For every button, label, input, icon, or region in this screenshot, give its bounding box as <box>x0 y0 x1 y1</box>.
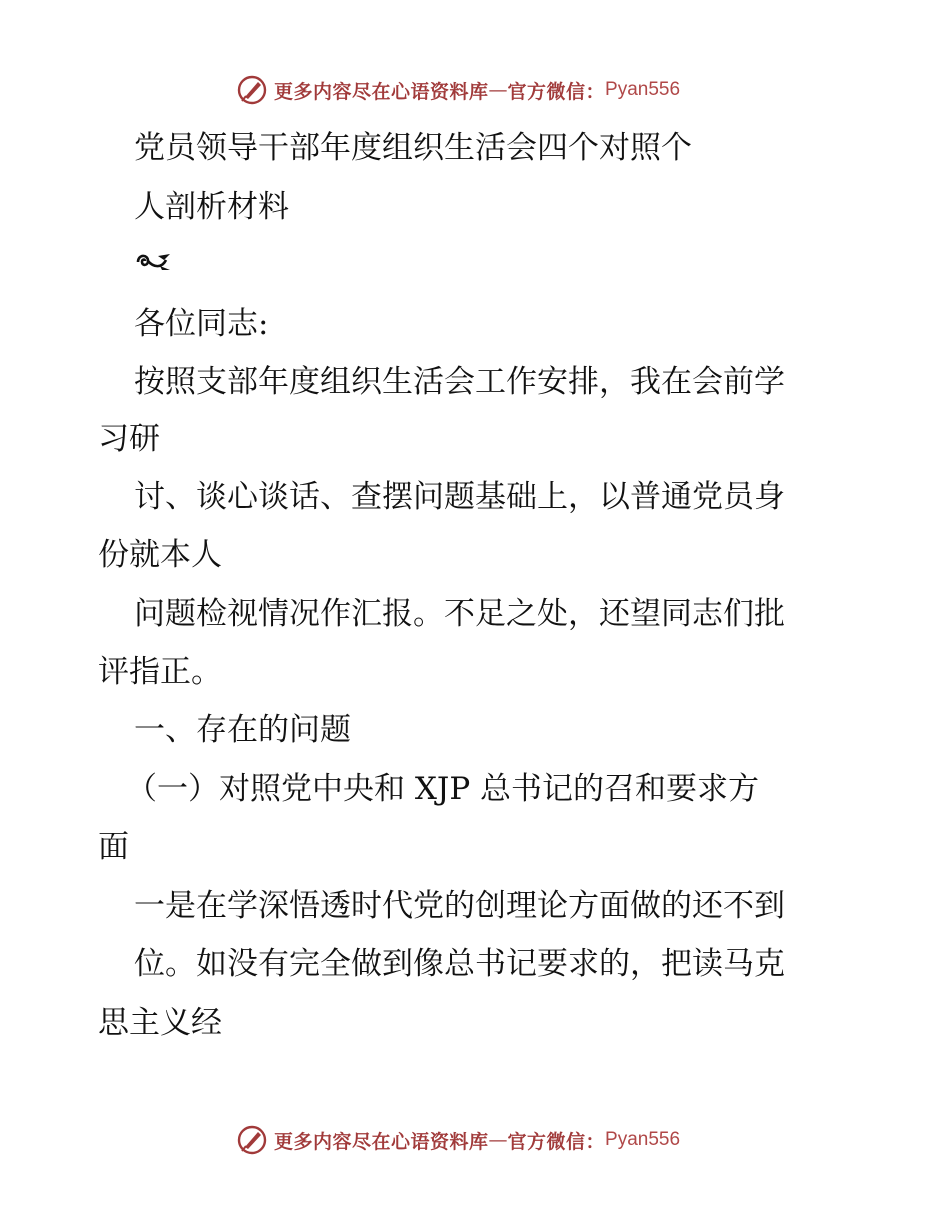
banner-dash: — <box>488 1129 508 1151</box>
body-line: 面 <box>98 829 129 865</box>
banner-slogan: 更多内容尽在心语资料库 <box>274 1130 489 1153</box>
document-title-line-1: 党员领导干部年度组织生活会四个对照个 <box>134 130 692 166</box>
body-line: 问题检视情况作汇报。不足之处，还望同志们批 <box>134 596 785 632</box>
banner-wechat-id: Pyan556 <box>605 1129 681 1150</box>
body-line: 按照支部年度组织生活会工作安排，我在会前学 <box>134 364 785 400</box>
body-line: 评指正。 <box>98 654 222 690</box>
body-line: 习研 <box>98 421 160 457</box>
greeting: 各位同志: <box>134 306 269 342</box>
document-title-line-2: 人剖析材料 <box>134 189 289 225</box>
banner-wechat-label: 官方微信： <box>507 80 606 103</box>
body-line: 一是在学深悟透时代党的创理论方面做的还不到 <box>134 888 785 924</box>
banner-dash: — <box>488 79 508 101</box>
banner-wechat-id: Pyan556 <box>605 79 681 100</box>
fleuron-ornament-icon <box>134 248 174 276</box>
footer-banner <box>236 1123 680 1157</box>
body-line: 讨、谈心谈话、查摆问题基础上，以普通党员身 <box>134 479 785 515</box>
subsection-heading: （一）对照党中央和 XJP 总书记的召和要求方 <box>126 771 760 807</box>
body-line: 思主义经 <box>98 1005 222 1041</box>
banner-wechat-label: 官方微信： <box>507 1130 606 1153</box>
pen-logo-icon <box>236 74 268 106</box>
pen-logo-icon <box>236 1124 268 1156</box>
body-line: 位。如没有完全做到像总书记要求的，把读马克 <box>134 946 785 982</box>
banner-slogan: 更多内容尽在心语资料库 <box>274 80 489 103</box>
header-banner <box>236 73 680 107</box>
section-heading: 一、存在的问题 <box>134 712 351 748</box>
body-line: 份就本人 <box>98 537 222 573</box>
